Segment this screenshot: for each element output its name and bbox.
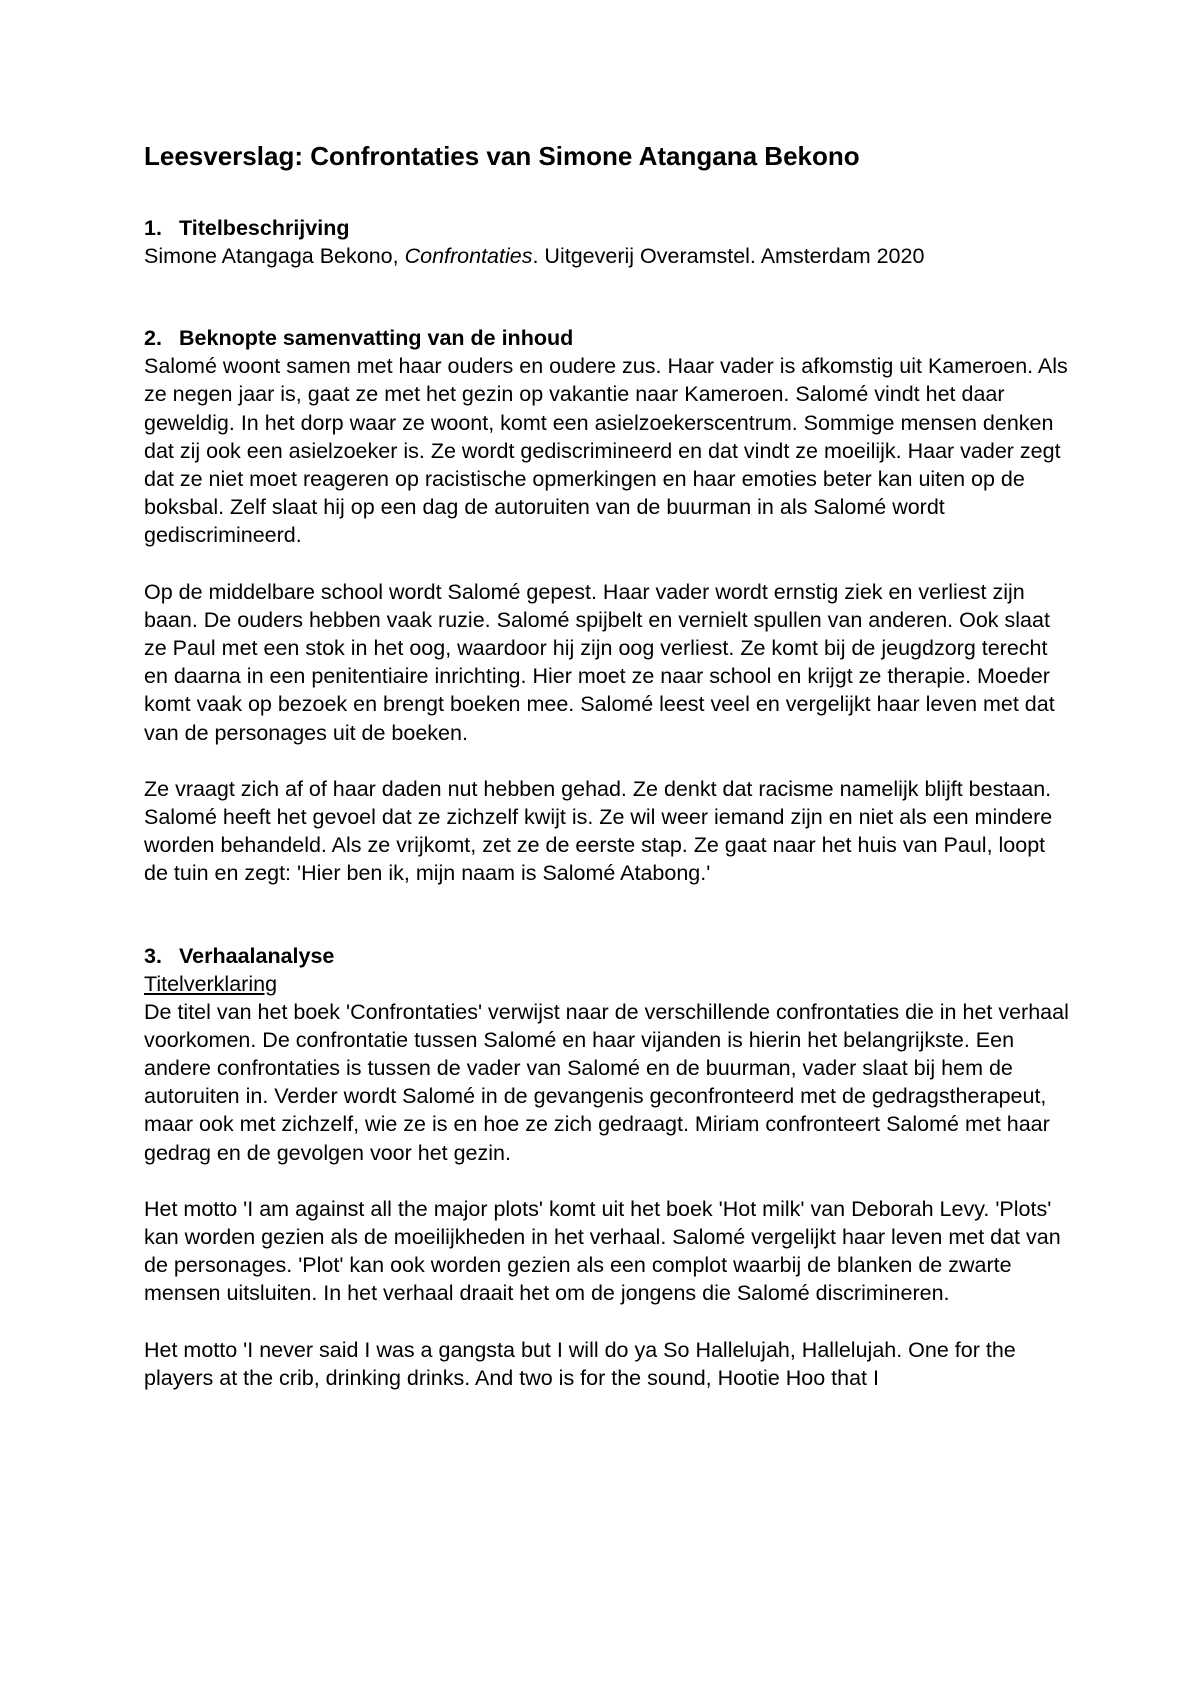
section-heading-text: Beknopte samenvatting van de inhoud <box>179 326 574 351</box>
section-number: 3. <box>144 943 162 968</box>
analysis-paragraph: Het motto 'I am against all the major plots' komt uit het boek 'Hot milk' van Deborah Levy. 'Plots' kan worden gezien als de moeilijkheden in het verhaal. Salomé vergelijkt haar leven met dat van de personages. 'Plot' kan ook worden gezien als een complot waarbij de blanken de zwarte mensen uitsluiten. In het verhaal draait het om de jongens die Salomé discrimineren. <box>144 1196 1061 1306</box>
document-page <box>144 140 1074 1392</box>
summary-paragraph: Op de middelbare school wordt Salomé gepest. Haar vader wordt ernstig ziek en verliest zijn baan. De ouders hebben vaak ruzie. Salomé spijbelt en vernielt spullen van anderen. Ook slaat ze Paul met een stok in het oog, waardoor hij zijn oog verliest. Ze komt bij de jeugdzorg terecht en daarna in een penitentiaire inrichting. Hier moet ze naar school en krijgt ze therapie. Moeder komt vaak op bezoek en brengt boeken mee. Salomé leest veel en vergelijkt haar leven met dat van de personages uit de boeken. <box>144 579 1055 745</box>
section-summary <box>144 324 1074 887</box>
citation-book-title: Confrontaties <box>404 244 533 268</box>
section-heading <box>144 214 1074 242</box>
citation <box>144 242 1074 270</box>
summary-paragraph: Ze vraagt zich af of haar daden nut hebben gehad. Ze denkt dat racisme namelijk blijft bestaan. Salomé heeft het gevoel dat ze zichzelf kwijt is. Ze wil weer iemand zijn en niet als een mindere worden behandeld. Als ze vrijkomt, zet ze de eerste stap. Ze gaat naar het huis van Paul, loopt de tuin en zegt: 'Hier ben ik, mijn naam is Salomé Atabong.' <box>144 776 1053 886</box>
citation-author: Simone Atangaga Bekono, <box>144 244 405 268</box>
section-heading-text: Titelbeschrijving <box>179 216 350 240</box>
summary-paragraph: Salomé woont samen met haar ouders en oudere zus. Haar vader is afkomstig uit Kameroen. Als ze negen jaar is, gaat ze met het gezin op vakantie naar Kameroen. Salomé vindt het daar geweldig. In het dorp waar ze woont, komt een asielzoekerscentrum. Sommige mensen denken dat zij ook een asielzoeker is. Ze wordt gediscrimineerd en dat vindt ze moeilijk. Haar vader zegt dat ze niet moet reageren op racistische opmerkingen en haar emoties beter kan uiten op de boksbal. Zelf slaat hij op een dag de autoruiten van de buurman in als Salomé wordt gediscrimineerd. <box>144 354 1068 548</box>
section-heading <box>144 942 1074 970</box>
citation-publisher: . Uitgeverij Overamstel. Amsterdam 2020 <box>532 244 925 268</box>
section-number: 2. <box>144 326 162 351</box>
document-title: Leesverslag: Confrontaties van Simone Atangana Bekono <box>144 141 860 171</box>
section-heading <box>144 324 1074 352</box>
analysis-paragraph: De titel van het boek 'Confrontaties' verwijst naar de verschillende confrontaties die in het verhaal voorkomen. De confrontatie tussen Salomé en haar vijanden is hierin het belangrijkste. Een andere confrontaties is tussen de vader van Salomé en de buurman, vader slaat bij hem de autoruiten in. Verder wordt Salomé in de gevangenis geconfronteerd met de gedragstherapeut, maar ook met zichzelf, wie ze is en hoe ze zich gedraagt. Miriam confronteert Salomé met haar gedrag en de gevolgen voor het gezin. <box>144 999 1069 1165</box>
analysis-paragraph: Het motto 'I never said I was a gangsta but I will do ya So Hallelujah, Hallelujah. One for the players at the crib, drinking drinks. And two is for the sound, Hootie Hoo that I <box>144 1337 1016 1390</box>
section-number: 1. <box>144 216 162 240</box>
section-story-analysis <box>144 942 1074 1392</box>
section-heading-text: Verhaalanalyse <box>179 943 335 968</box>
subheading-title-explanation: Titelverklaring <box>144 971 278 996</box>
section-title-description <box>144 214 1074 270</box>
